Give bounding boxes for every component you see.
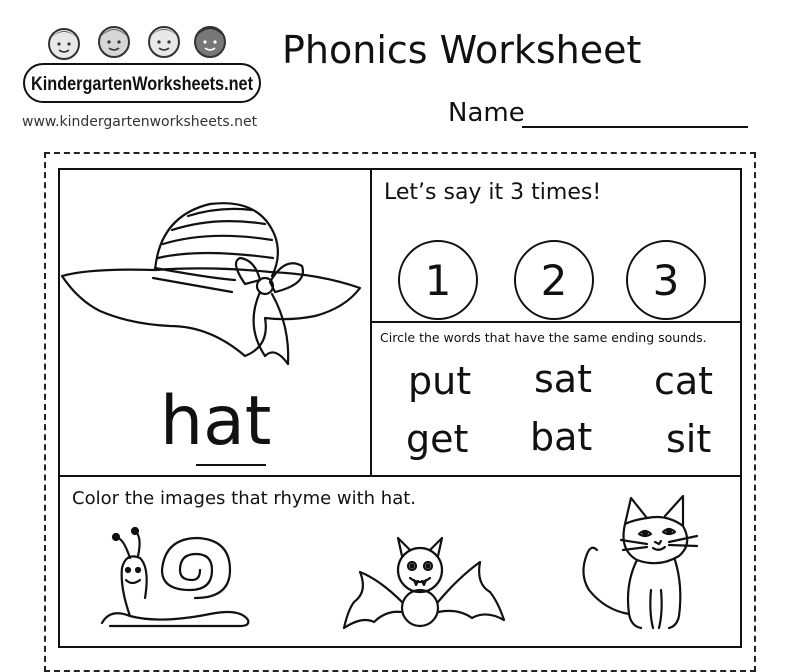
divider-right-horizontal bbox=[370, 321, 742, 323]
target-word: hat bbox=[160, 382, 272, 461]
color-instruction: Color the images that rhyme with hat. bbox=[72, 488, 417, 509]
divider-horizontal bbox=[58, 475, 742, 477]
kids-logo-icon bbox=[22, 20, 262, 112]
word-underline bbox=[196, 464, 266, 466]
name-label: Name bbox=[448, 98, 525, 128]
cat-picture[interactable] bbox=[575, 494, 705, 634]
page-title: Phonics Worksheet bbox=[282, 28, 642, 72]
site-logo bbox=[22, 20, 262, 112]
cat-icon bbox=[575, 494, 705, 630]
picture-panel bbox=[60, 196, 365, 386]
bat-picture[interactable] bbox=[340, 530, 505, 634]
ending-word-sat[interactable]: sat bbox=[534, 357, 592, 401]
say-it-title: Let’s say it 3 times! bbox=[384, 180, 602, 205]
ending-word-put[interactable]: put bbox=[408, 359, 472, 403]
snail-picture[interactable] bbox=[100, 528, 250, 632]
logo-text: KindergartenWorksheets.net bbox=[31, 74, 254, 95]
count-circle-1[interactable]: 1 bbox=[398, 240, 478, 320]
site-url[interactable]: www.kindergartenworksheets.net bbox=[22, 114, 258, 130]
ending-word-get[interactable]: get bbox=[406, 417, 469, 461]
count-circle-3[interactable]: 3 bbox=[626, 240, 706, 320]
ending-sounds-instruction: Circle the words that have the same ending sounds. bbox=[380, 330, 707, 345]
bat-icon bbox=[340, 530, 505, 630]
hat-icon bbox=[60, 196, 365, 386]
ending-word-cat[interactable]: cat bbox=[654, 359, 714, 403]
ending-word-sit[interactable]: sit bbox=[666, 417, 712, 461]
count-circle-2[interactable]: 2 bbox=[514, 240, 594, 320]
ending-word-bat[interactable]: bat bbox=[530, 415, 593, 459]
snail-icon bbox=[100, 528, 250, 628]
name-line bbox=[522, 126, 748, 128]
